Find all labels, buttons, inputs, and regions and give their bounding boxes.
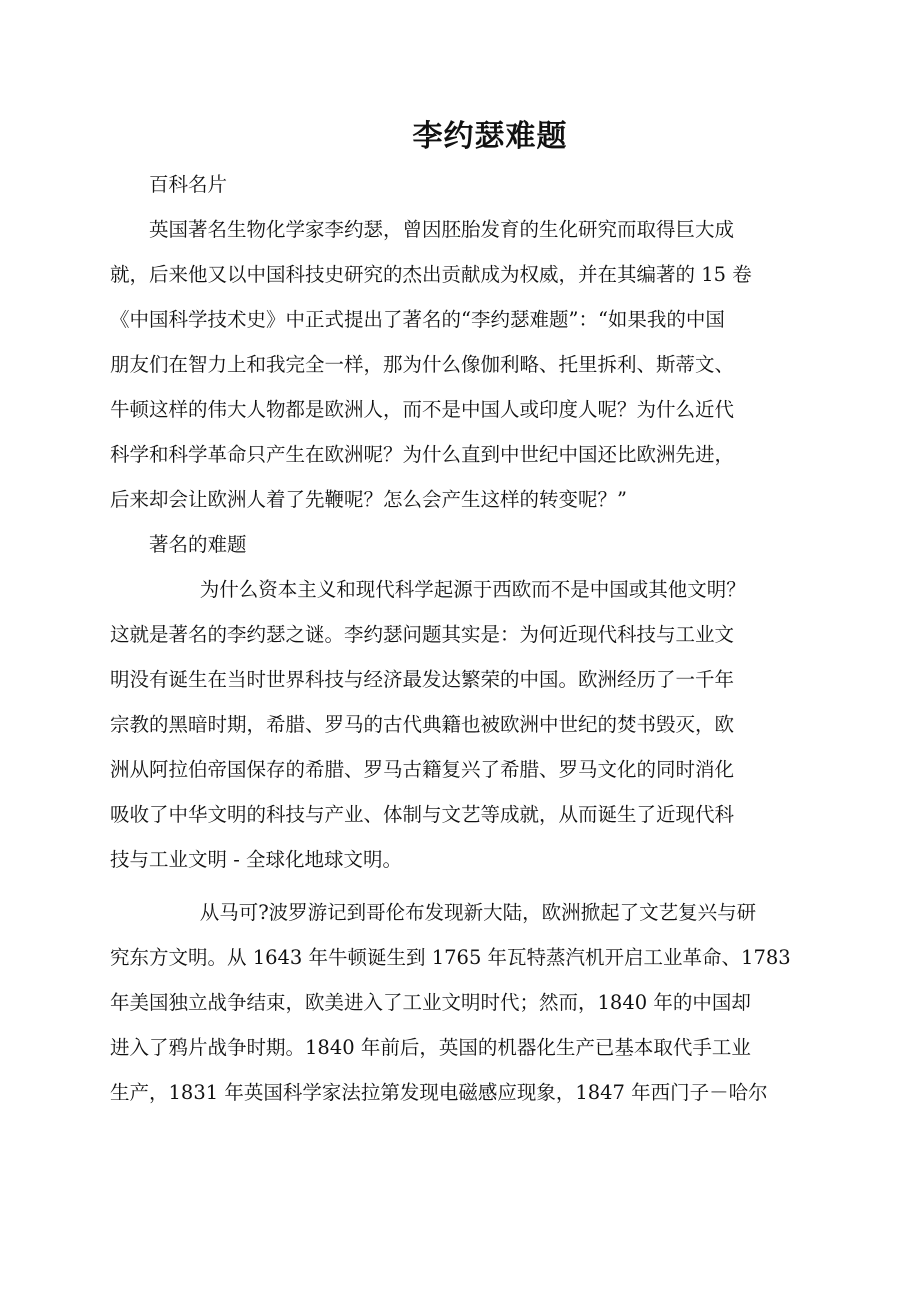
document-body: [110, 162, 810, 1115]
section-famous-problem: [110, 522, 810, 1115]
body-paragraph: 英国著名生物化学家李约瑟，曾因胚胎发育的生化研究而取得巨大成 就，后来他又以中国科技史研究的杰出贡献成为权威，并在其编著的 15 卷 《中国科学技术史》中正式提出了著名的“李约瑟难题”：“如果我的中国 朋友们在智力上和我完全一样，那为什么像伽利略、托里拆利、斯蒂文、 牛顿这样的伟大人物都是欧洲人，而不是中国人或印度人呢？为什么近代 科学和科学革命只产生在欧洲呢？为什么直到中世纪中国还比欧洲先进， 后来却会让欧洲人着了先鞭呢？怎么会产生这样的转变呢？”: [110, 218, 752, 511]
section-encyclopedia-card: [110, 162, 810, 522]
section-heading: 百科名片: [149, 173, 228, 196]
paragraph-gap: [110, 882, 810, 890]
document-title: 李约瑟难题: [412, 119, 568, 154]
body-paragraph: 为什么资本主义和现代科学起源于西欧而不是中国或其他文明？ 这就是著名的李约瑟之谜。李约瑟问题其实是：为何近现代科技与工业文 明没有诞生在当时世界科技与经济最发达繁荣的中国。欧洲经历了一千年 宗教的黑暗时期，希腊、罗马的古代典籍也被欧洲中世纪的焚书毁灭，欧 洲从阿拉伯帝国保存的希腊、罗马古籍复兴了希腊、罗马文化的同时消化 吸收了中华文明的科技与产业、体制与文艺等成就，从而诞生了近现代科 技与工业文明 - 全球化地球文明。: [110, 578, 746, 871]
section-heading: 著名的难题: [149, 533, 247, 556]
body-paragraph: 从马可?波罗游记到哥伦布发现新大陆，欧洲掀起了文艺复兴与研 究东方文明。从 1643 年牛顿诞生到 1765 年瓦特蒸汽机开启工业革命、1783 年美国独立战争结束，欧美进入了工业文明时代；然而，1840 年的中国却 进入了鸦片战争时期。1840 年前后，英国的机器化生产已基本取代手工业 生产，1831 年英国科学家法拉第发现电磁感应现象，1847 年西门子－哈尔: [110, 901, 791, 1104]
